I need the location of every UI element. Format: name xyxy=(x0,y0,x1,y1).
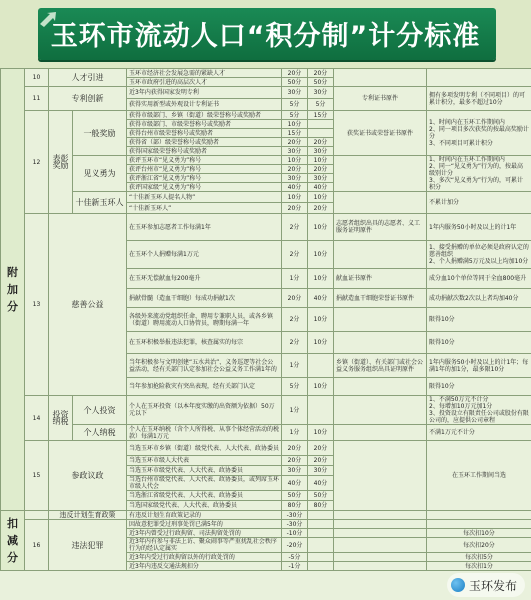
section-fujia: 附 加 分 xyxy=(1,69,25,511)
method-text: 限得10分 xyxy=(427,332,531,354)
material-text xyxy=(334,241,427,269)
standard-text: 在玉环个人捐赠每满1万元 xyxy=(127,241,282,269)
material-text xyxy=(334,332,427,354)
score-value: 50分 xyxy=(282,491,308,501)
standard-text: 获评台州市“见义勇为”称号 xyxy=(127,165,282,174)
material-text xyxy=(334,553,427,562)
material-text xyxy=(334,69,427,87)
score-value: 20分 xyxy=(282,69,308,78)
material-text xyxy=(334,441,427,511)
cap-value: 20分 xyxy=(308,165,334,174)
score-value: 20分 xyxy=(282,203,308,214)
cap-value: 20分 xyxy=(308,138,334,147)
standard-text: “十佳新玉环人” xyxy=(127,203,282,214)
score-value: 1分 xyxy=(282,354,308,378)
cap-value xyxy=(308,354,334,378)
item-number: 16 xyxy=(25,520,49,571)
standard-text: 因故意犯罪受过刑事处罚已满5年的 xyxy=(127,520,282,529)
standard-text: 近3年内曾受过行政拘留、司法拘留处罚的 xyxy=(127,529,282,538)
standard-text: 获得省（部）级荣誉称号或奖励者 xyxy=(127,138,282,147)
method-text: 每次扣20分 xyxy=(427,538,531,553)
standard-text: 近3年内获得国家发明专利 xyxy=(127,87,282,99)
method-text: 成分血10个单位等同于全血800毫升 xyxy=(427,269,531,289)
standard-text: 当年积极参与文明创建“五水共治”、义务巡逻等社会公益活动，经有关部门认定参加社会公益义务工作满1年的 xyxy=(127,354,282,378)
score-value: 10分 xyxy=(282,120,308,129)
cap-value: 10分 xyxy=(308,308,334,332)
method-text: 拥有多项发明专利（不同项目）的可累计积分，最多不超过10分 xyxy=(427,87,531,111)
standard-text: 玉环市经济社会发展急需的紧缺人才 xyxy=(127,69,282,78)
item-number xyxy=(25,511,49,520)
standard-text: 在玉环无偿献血每200毫升 xyxy=(127,269,282,289)
standard-text: 捐献骨髓（造血干细胞）每成功捐献1次 xyxy=(127,289,282,308)
method-text xyxy=(427,520,531,529)
material-text xyxy=(334,425,427,441)
item-title: 违法犯罪 xyxy=(49,520,127,571)
group-title: 表彰奖励 xyxy=(49,111,73,214)
material-text xyxy=(334,529,427,538)
method-text: 每次扣5分 xyxy=(427,553,531,562)
cap-value xyxy=(308,529,334,538)
score-table-container xyxy=(0,68,531,600)
standard-text: 当选玉环市乡镇（街道）级党代表、人大代表、政协委员 xyxy=(127,441,282,456)
item-title: 慈善公益 xyxy=(49,214,127,396)
item-number: 14 xyxy=(25,396,49,441)
score-value: 1分 xyxy=(282,396,308,425)
cap-value: 10分 xyxy=(308,214,334,241)
cap-value: 20分 xyxy=(308,203,334,214)
item-title: 专利创新 xyxy=(49,87,127,111)
material-text xyxy=(334,396,427,425)
cap-value: 15分 xyxy=(308,111,334,120)
method-text: 限得10分 xyxy=(427,378,531,396)
standard-text: 近3年内违反交通法规扣分 xyxy=(127,562,282,571)
standard-text: 当选玉环市级人大代表 xyxy=(127,456,282,466)
score-value: 1分 xyxy=(282,425,308,441)
score-value: 20分 xyxy=(282,138,308,147)
sub-item-title: 个人纳税 xyxy=(73,425,127,441)
score-value: 50分 xyxy=(282,78,308,87)
item-number: 10 xyxy=(25,69,49,87)
score-value: 5分 xyxy=(282,111,308,120)
standard-text: 当选国家级党代表、人大代表、政协委员 xyxy=(127,501,282,511)
sub-item-title: 见义勇为 xyxy=(73,156,127,192)
table-row xyxy=(1,425,531,441)
material-text: 捐献造血干细胞荣誉证书原件 xyxy=(334,289,427,308)
standard-text: 获评玉环市“见义勇为”称号 xyxy=(127,156,282,165)
cap-value: 20分 xyxy=(308,441,334,456)
method-text: 1年内服务50小时及以上的计1年；每满1年的加1分，最多限10分 xyxy=(427,354,531,378)
standard-text: 获得市级部门、乡镇（街道）级荣誉称号或奖励者 xyxy=(127,111,282,120)
standard-text: 各级外来流动党组织任命、聘用专兼职人员，或各乡镇（街道）聘用流动人口协管员，聘期每满一年 xyxy=(127,308,282,332)
method-text: 成功捐献次数2次以上者均加40分 xyxy=(427,289,531,308)
sub-item-title: 个人投资 xyxy=(73,396,127,425)
material-text: 献血证书原件 xyxy=(334,269,427,289)
score-value: -10分 xyxy=(282,529,308,538)
item-title: 人才引进 xyxy=(49,69,127,87)
watermark xyxy=(447,573,525,597)
item-number: 11 xyxy=(25,87,49,111)
method-text: 1、时间内在玉环工作期间内 2、同一项目多次获奖的按最高奖励计分 3、不同项目可累计积分 xyxy=(427,111,531,156)
cap-value: 50分 xyxy=(308,491,334,501)
standard-text: 获评国家级“见义勇为”称号 xyxy=(127,183,282,192)
standard-text: 在玉环参加志愿者工作每满1年 xyxy=(127,214,282,241)
method-text: 每次扣10分 xyxy=(427,529,531,538)
cap-value: 80分 xyxy=(308,501,334,511)
standard-text: 个人在玉环投资（以本年度实缴的出资额为依据）50万元以下 xyxy=(127,396,282,425)
method-text: 在玉环工作期间当选 xyxy=(427,441,531,511)
cap-value xyxy=(308,511,334,520)
score-value: 30分 xyxy=(282,147,308,156)
material-text xyxy=(334,308,427,332)
material-text xyxy=(334,192,427,214)
score-value: 5分 xyxy=(282,99,308,111)
score-value: 40分 xyxy=(282,476,308,491)
material-text xyxy=(334,562,427,571)
cap-value: 40分 xyxy=(308,289,334,308)
score-value: -30分 xyxy=(282,520,308,529)
score-value: 2分 xyxy=(282,308,308,332)
material-text xyxy=(334,538,427,553)
standard-text: 获得实用新型或外观设计专利证书 xyxy=(127,99,282,111)
standard-text: “十佳新玉环人提名人物” xyxy=(127,192,282,203)
material-text xyxy=(334,511,427,520)
method-text: 1年内服务50小时及以上的计1年 xyxy=(427,214,531,241)
score-value: 2分 xyxy=(282,241,308,269)
standard-text: 当年参加抢险救灾有突出表现，经有关部门认定 xyxy=(127,378,282,396)
cap-value xyxy=(308,553,334,562)
score-value: 20分 xyxy=(282,456,308,466)
section-kouchu: 扣 减 分 xyxy=(1,511,25,571)
item-number: 13 xyxy=(25,214,49,396)
cap-value: 10分 xyxy=(308,156,334,165)
score-value: 30分 xyxy=(282,466,308,476)
method-text: 不满1万元不计分 xyxy=(427,425,531,441)
table-row xyxy=(1,111,531,120)
table-row xyxy=(1,87,531,99)
score-value: -30分 xyxy=(282,511,308,520)
method-text xyxy=(427,511,531,520)
material-text: 乡镇（街道）、有关部门或社会公益义务服务组织出具证明原件 xyxy=(334,354,427,378)
cap-value xyxy=(308,538,334,553)
cap-value: 10分 xyxy=(308,192,334,203)
cap-value xyxy=(308,562,334,571)
score-value: 20分 xyxy=(282,289,308,308)
method-text: 1、不满50万元不计分 2、每增加10万元加1分 3、投资设立有限责任公司或股份有限公司的，应提供公司章程 xyxy=(427,396,531,425)
standard-text: 获得市级部门、市级荣誉称号或奖励者 xyxy=(127,120,282,129)
cap-value: 20分 xyxy=(308,69,334,78)
table-row xyxy=(1,214,531,241)
method-text: 限得10分 xyxy=(427,308,531,332)
score-value: 10分 xyxy=(282,156,308,165)
standard-text: 当选浙江省级党代表、人大代表、政协委员 xyxy=(127,491,282,501)
standard-text: 在玉环积极举报违法犯罪，核查属实的每宗 xyxy=(127,332,282,354)
sub-item-title: 一般奖励 xyxy=(73,111,127,156)
score-value: 20分 xyxy=(282,441,308,456)
standard-text: 有违反计划生育政策记录的 xyxy=(127,511,282,520)
weibo-icon xyxy=(451,578,465,592)
cap-value: 10分 xyxy=(308,241,334,269)
standard-text: 玉环市政府引进的高层次人才 xyxy=(127,78,282,87)
table-row xyxy=(1,511,531,520)
score-value: 20分 xyxy=(282,165,308,174)
score-value: 5分 xyxy=(282,378,308,396)
material-text xyxy=(334,378,427,396)
standard-text: 获评浙江省“见义勇为”称号 xyxy=(127,174,282,183)
cap-value: 20分 xyxy=(308,456,334,466)
standard-text: 获得台州市级荣誉称号或奖励者 xyxy=(127,129,282,138)
table-row xyxy=(1,441,531,456)
score-value: -20分 xyxy=(282,538,308,553)
group-title: 投资纳税 xyxy=(49,396,73,441)
material-text xyxy=(334,520,427,529)
score-value: 40分 xyxy=(282,183,308,192)
method-text: 不累计加分 xyxy=(427,192,531,214)
standard-text: 近3年内有参与非法上访、聚众闹事等严重扰乱社会秩序行为的经认定属实 xyxy=(127,538,282,553)
score-value: 30分 xyxy=(282,174,308,183)
material-text xyxy=(334,156,427,192)
score-value: 10分 xyxy=(282,192,308,203)
table-row xyxy=(1,192,531,203)
cap-value: 40分 xyxy=(308,476,334,491)
score-value: -5分 xyxy=(282,553,308,562)
cap-value: 5分 xyxy=(308,99,334,111)
cap-value: 30分 xyxy=(308,87,334,99)
item-number: 12 xyxy=(25,111,49,214)
table-row xyxy=(1,520,531,529)
standard-text: 当选台州市级党代表、人大代表、政协委员，或列席玉环市级人代会 xyxy=(127,476,282,491)
cap-value: 30分 xyxy=(308,466,334,476)
watermark-text: 玉环发布 xyxy=(468,578,517,593)
item-title: 违反计划生育政策 xyxy=(49,511,127,520)
cap-value: 30分 xyxy=(308,174,334,183)
cap-value: 30分 xyxy=(308,147,334,156)
score-value: 30分 xyxy=(282,87,308,99)
item-number: 15 xyxy=(25,441,49,511)
cap-value: 10分 xyxy=(308,332,334,354)
item-title: 参政议政 xyxy=(49,441,127,511)
table-row xyxy=(1,69,531,78)
sub-item-title: 十佳新玉环人 xyxy=(73,192,127,214)
material-text: 获奖证书或荣誉证书原件 xyxy=(334,111,427,156)
cap-value xyxy=(308,129,334,138)
standard-text: 当选玉环市级党代表、人大代表、政协委员 xyxy=(127,466,282,476)
cap-value: 50分 xyxy=(308,78,334,87)
standard-text: 近3年内受过行政拘留以外的行政处罚的 xyxy=(127,553,282,562)
score-value: 80分 xyxy=(282,501,308,511)
score-table xyxy=(0,68,531,571)
score-value: 1分 xyxy=(282,269,308,289)
cap-value xyxy=(308,396,334,425)
score-value: -1分 xyxy=(282,562,308,571)
method-text: 1、时间内在玉环工作期间内 2、同一“见义勇为”行为的，按最高级别计分 3、多次“见义勇为”行为的，可累计积分 xyxy=(427,156,531,192)
cap-value: 10分 xyxy=(308,425,334,441)
score-value: 2分 xyxy=(282,332,308,354)
standard-text: 个人在玉环纳税（含个人所得税、从事个体经营活动的税款）每满1万元 xyxy=(127,425,282,441)
title-banner xyxy=(0,0,531,68)
method-text: 1、接受捐赠的单位必须是政府认定的慈善组织 2、个人捐赠满5万元及以上均加10分 xyxy=(427,241,531,269)
score-value: 2分 xyxy=(282,214,308,241)
cap-value: 10分 xyxy=(308,269,334,289)
method-text xyxy=(427,69,531,87)
page-title: 玉环市流动人口“积分制”计分标准 xyxy=(50,21,481,52)
table-row xyxy=(1,156,531,165)
cap-value xyxy=(308,120,334,129)
cap-value: 40分 xyxy=(308,183,334,192)
material-text: 志愿者组织出具的志愿者、义工服务证明原件 xyxy=(334,214,427,241)
method-text: 每次扣1分 xyxy=(427,562,531,571)
standard-text: 获得国家级荣誉称号或奖励者 xyxy=(127,147,282,156)
cap-value xyxy=(308,520,334,529)
table-row xyxy=(1,396,531,425)
material-text: 专利证书原件 xyxy=(334,87,427,111)
cap-value: 10分 xyxy=(308,378,334,396)
score-value: 15分 xyxy=(282,129,308,138)
